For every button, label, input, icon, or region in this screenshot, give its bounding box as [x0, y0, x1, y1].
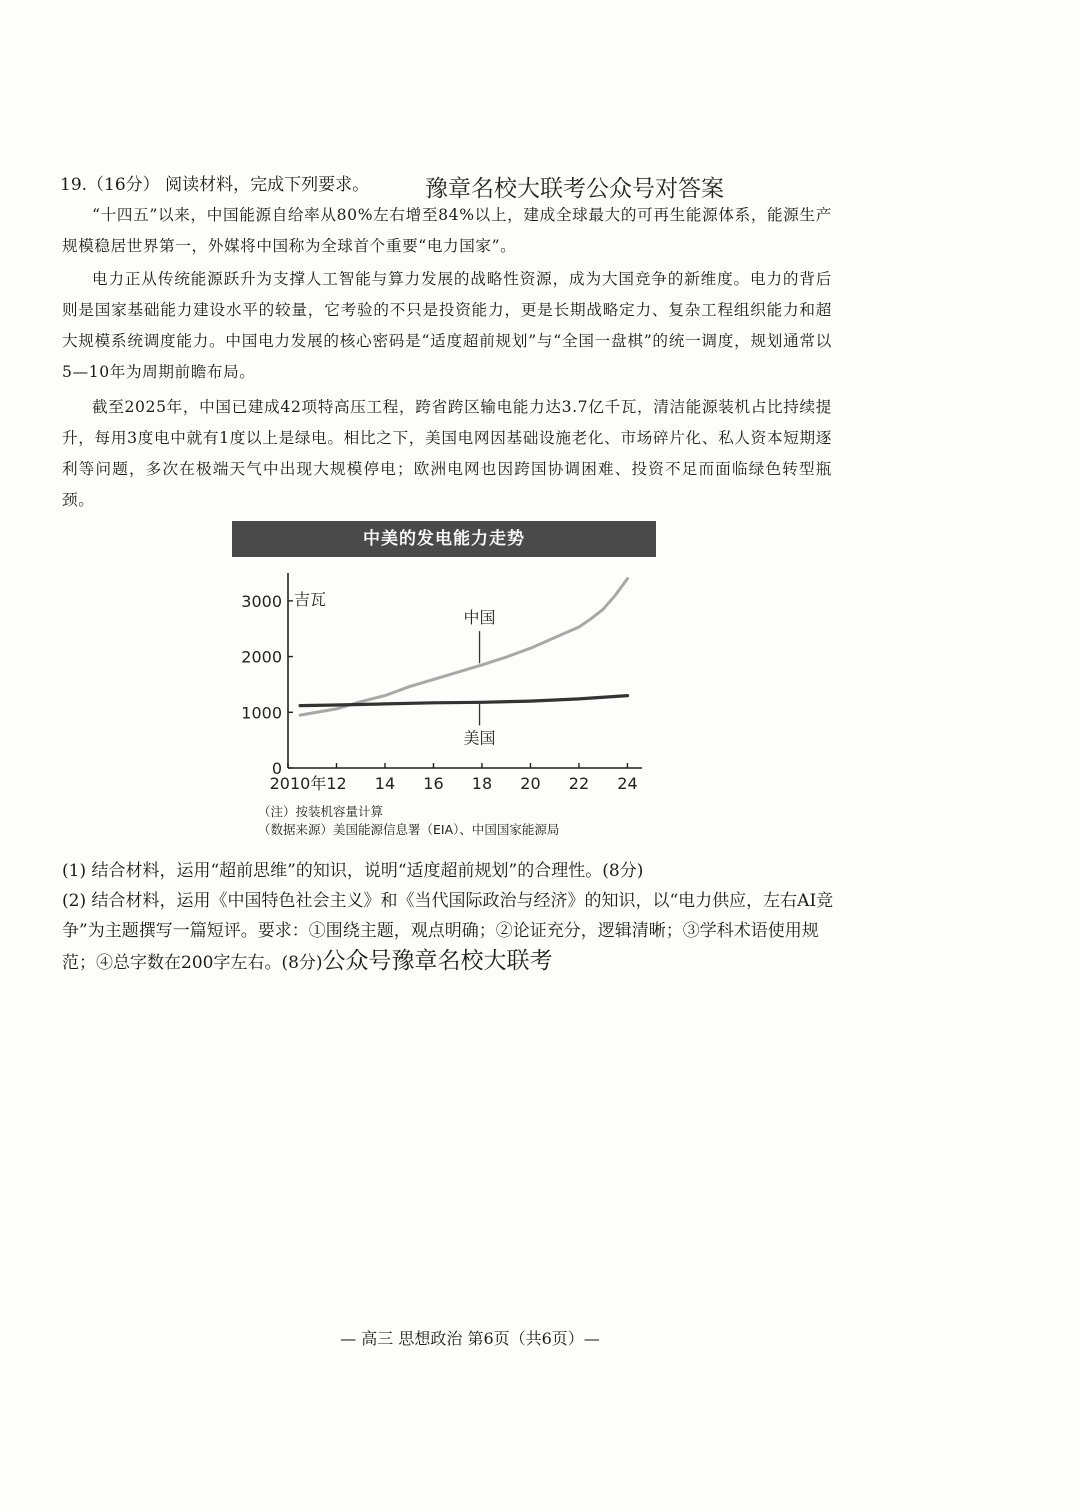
x-tick-label: 2010年	[269, 774, 327, 793]
series-line-usa	[300, 696, 627, 706]
chart-title: 中美的发电能力走势	[232, 521, 656, 557]
footer-text: — 高三 思想政治 第6页（共6页）—	[340, 1329, 600, 1348]
question-header	[60, 170, 369, 195]
material-paragraph-2: 电力正从传统能源跃升为支撑人工智能与算力发展的战略性资源，成为大国竞争的新维度。电力的背后则是国家基础能力建设水平的较量，它考验的不只是投资能力，更是长期战略定力、复杂工程组织能力和超大规模系统调度能力。中国电力发展的核心密码是“适度超前规划”与“全国一盘棋”的统一调度，规划通常以5—10年为周期前瞻布局。	[62, 270, 832, 381]
x-tick-label: 14	[374, 774, 396, 793]
watermark-text-bottom: 公众号豫章名校大联考	[322, 948, 553, 974]
sub-question-1: (1) 结合材料，运用“超前思维”的知识，说明“适度超前规划”的合理性。(8分)	[62, 861, 644, 881]
y-tick-label: 0	[271, 759, 282, 778]
question-instruction: 阅读材料，完成下列要求。	[165, 175, 370, 195]
y-axis-label: 吉瓦	[294, 589, 327, 609]
x-tick-label: 16	[423, 774, 444, 793]
x-tick-label: 20	[520, 774, 541, 793]
chart-note: （注）按装机容量计算	[258, 804, 384, 819]
page-footer	[0, 1326, 1080, 1349]
question-number: 19.（16分）	[60, 175, 160, 195]
watermark-text-top: 豫章名校大联考公众号对答案	[425, 176, 724, 202]
y-tick-label: 2000	[241, 647, 282, 667]
x-tick-label: 12	[326, 774, 347, 793]
sub-question-2-text: (2) 结合材料，运用《中国特色社会主义》和《当代国际政治与经济》的知识，以“电力供应，左右AI竞争”为主题撰写一篇短评。要求：①围绕主题，观点明确；②论证充分，逻辑清晰；③学科术语使用规范；④总字数在200字左右。(8分)	[62, 891, 834, 973]
chart-canvas	[230, 518, 660, 838]
material-paragraph-3: 截至2025年，中国已建成42项特高压工程，跨省跨区输电能力达3.7亿千瓦，清洁能源装机占比持续提升，每用3度电中就有1度以上是绿电。相比之下，美国电网因基础设施老化、市场碎片化、私人资本短期逐利等问题，多次在极端天气中出现大规模停电；欧洲电网也因跨国协调困难、投资不足而面临绿色转型瓶颈。	[62, 398, 832, 509]
usa-label: 美国	[463, 728, 496, 748]
power-capacity-chart	[230, 518, 660, 838]
x-tick-label: 22	[568, 774, 590, 793]
material-paragraph-1: “十四五”以来，中国能源自给率从80%左右增至84%以上，建成全球最大的可再生能源体系，能源生产规模稳居世界第一，外媒将中国称为全球首个重要“电力国家”。	[62, 206, 832, 255]
x-tick-label: 18	[471, 774, 493, 793]
x-tick-label: 24	[617, 774, 638, 793]
sub-question-2	[62, 886, 852, 978]
y-tick-label: 1000	[241, 703, 282, 723]
y-tick-label: 3000	[241, 591, 282, 611]
chart-source: （数据来源）美国能源信息署（EIA）、中国国家能源局	[258, 822, 560, 837]
china-label: 中国	[463, 608, 496, 628]
series-line-china	[300, 579, 627, 716]
